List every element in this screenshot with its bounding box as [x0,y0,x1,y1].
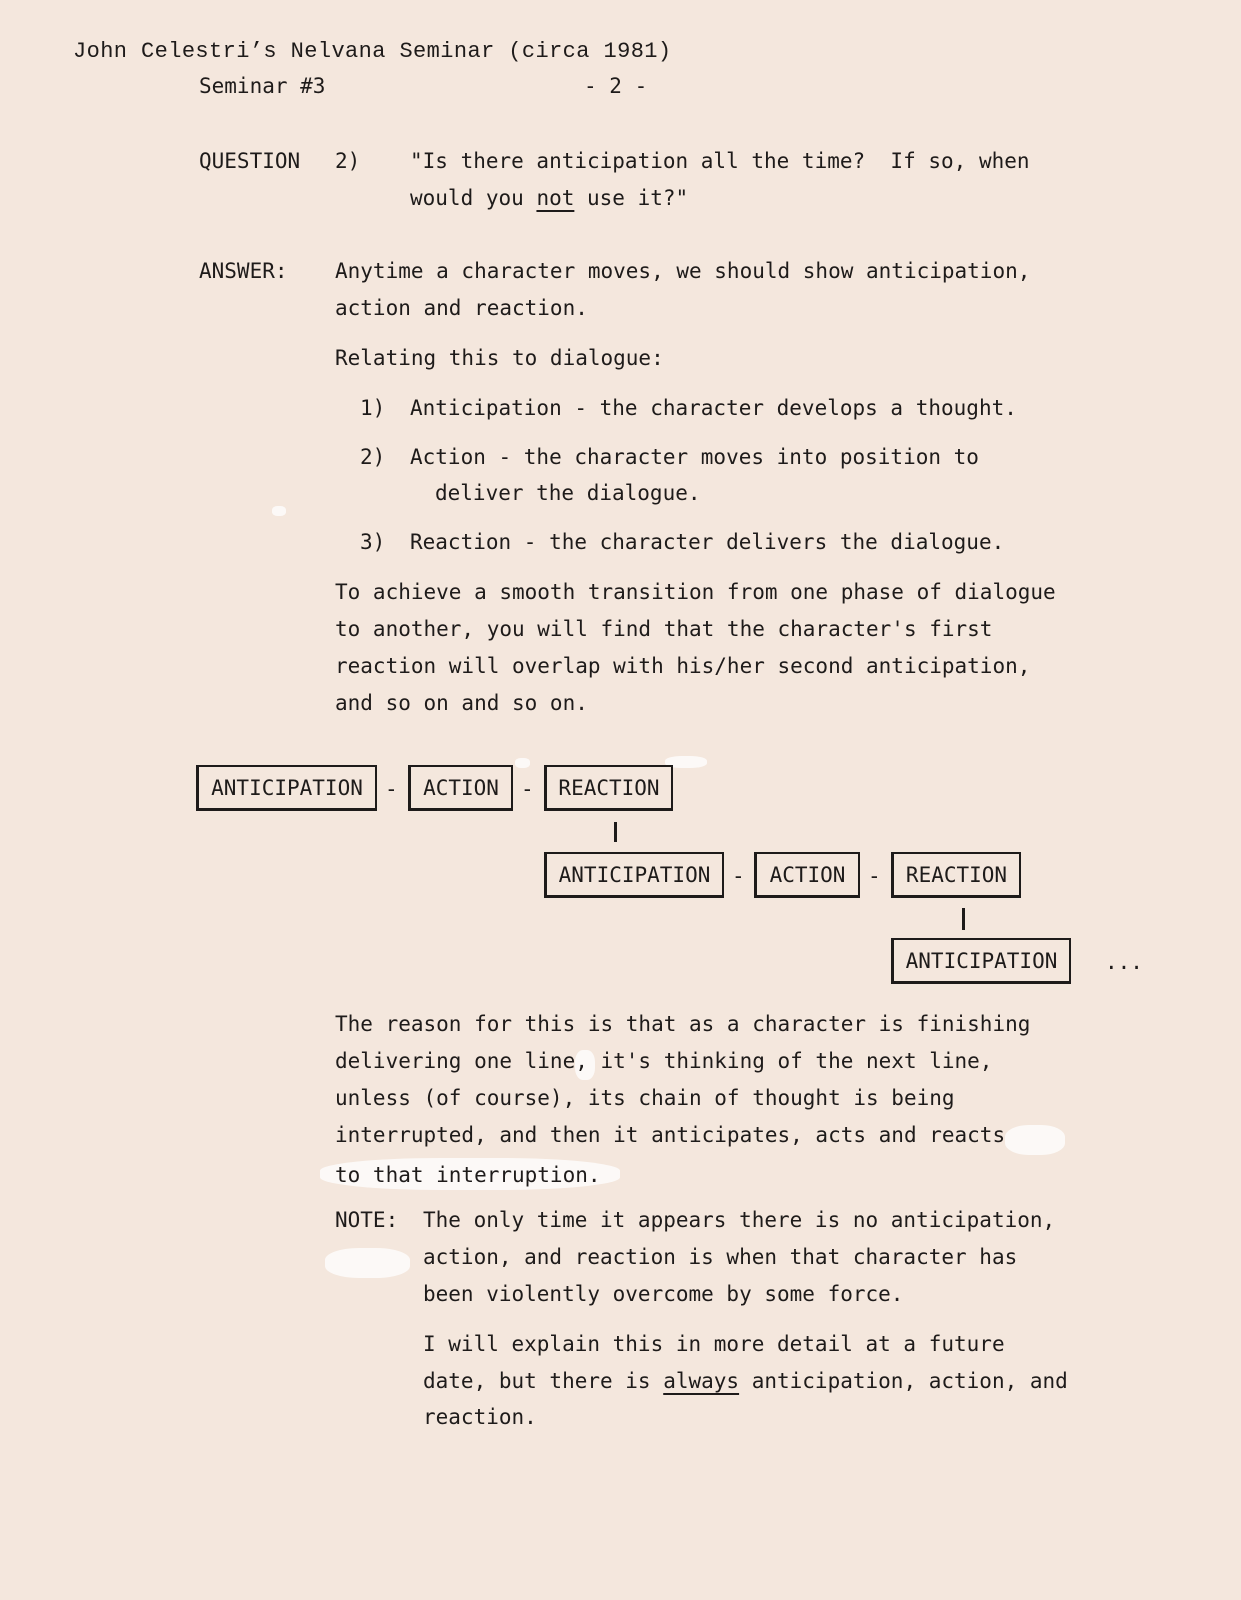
list-item-text: Action - the character moves into position to [410,445,979,469]
diagram-connector [962,908,965,930]
diagram-box-anticipation: ANTICIPATION [196,765,377,811]
note-line: reaction. [423,1405,537,1429]
paragraph-line: and so on and so on. [335,691,588,715]
question-label: QUESTION [199,149,301,173]
answer-text-line: Anytime a character moves, we should show anticipation, [335,259,1031,283]
relating-heading: Relating this to dialogue: [335,346,664,370]
correction-fluid-mark [325,1248,410,1278]
question-text-line: "Is there anticipation all the time? If so, when [410,149,1030,173]
diagram-separator: - [521,777,534,801]
paragraph-line: to another, you will find that the character's first [335,617,993,641]
underlined-word: always [663,1369,740,1393]
question-text-fragment: would you [410,186,537,210]
paragraph-line: reaction will overlap with his/her second anticipation, [335,654,1031,678]
paragraph-line: delivering one line, it's thinking of the next line, [335,1049,993,1073]
correction-fluid-mark [1005,1125,1065,1155]
list-item-number: 2) [360,445,386,469]
diagram-separator: - [385,777,398,801]
diagram-box-anticipation: ANTICIPATION [544,852,724,898]
list-item-text: Reaction - the character delivers the dialogue. [410,530,1005,554]
diagram-box-reaction: REACTION [544,765,673,811]
diagram-box-action: ACTION [754,852,860,898]
list-item-continuation: deliver the dialogue. [435,481,701,505]
diagram-box-reaction: REACTION [891,852,1021,898]
underlined-word: not [536,186,575,210]
diagram-connector [614,822,617,842]
document-title: John Celestri’s Nelvana Seminar (circa 1981) [73,39,672,64]
correction-fluid-mark [515,758,530,768]
paragraph-line: to that interruption. [335,1163,601,1187]
answer-text-line: action and reaction. [335,296,588,320]
question-text-line [410,186,688,210]
note-text-fragment: anticipation, action, and [739,1369,1068,1393]
paragraph-line: To achieve a smooth transition from one phase of dialogue [335,580,1056,604]
question-text-fragment: use it?" [574,186,689,210]
answer-label: ANSWER: [199,259,288,283]
diagram-ellipsis: ... [1105,950,1143,974]
list-item-number: 1) [360,396,386,420]
list-item-text: Anticipation - the character develops a thought. [410,396,1017,420]
paragraph-line: The reason for this is that as a character is finishing [335,1012,1031,1036]
note-line: been violently overcome by some force. [423,1282,904,1306]
seminar-number: Seminar #3 [199,74,326,98]
note-line: I will explain this in more detail at a future [423,1332,1005,1356]
note-line: action, and reaction is when that character has [423,1245,1018,1269]
note-line [423,1369,1068,1393]
question-number: 2) [335,149,361,173]
diagram-separator: - [868,864,881,888]
list-item-number: 3) [360,530,386,554]
paragraph-line: unless (of course), its chain of thought is being [335,1086,955,1110]
diagram-box-action: ACTION [408,765,513,811]
diagram-box-anticipation: ANTICIPATION [891,938,1071,984]
diagram-separator: - [732,864,745,888]
paragraph-line: interrupted, and then it anticipates, acts and reacts [335,1123,1006,1147]
note-line: The only time it appears there is no anticipation, [423,1208,1056,1232]
note-text-fragment: date, but there is [423,1369,664,1393]
page-number: - 2 - [584,74,648,98]
note-label: NOTE: [335,1208,399,1232]
correction-fluid-mark [272,506,286,516]
